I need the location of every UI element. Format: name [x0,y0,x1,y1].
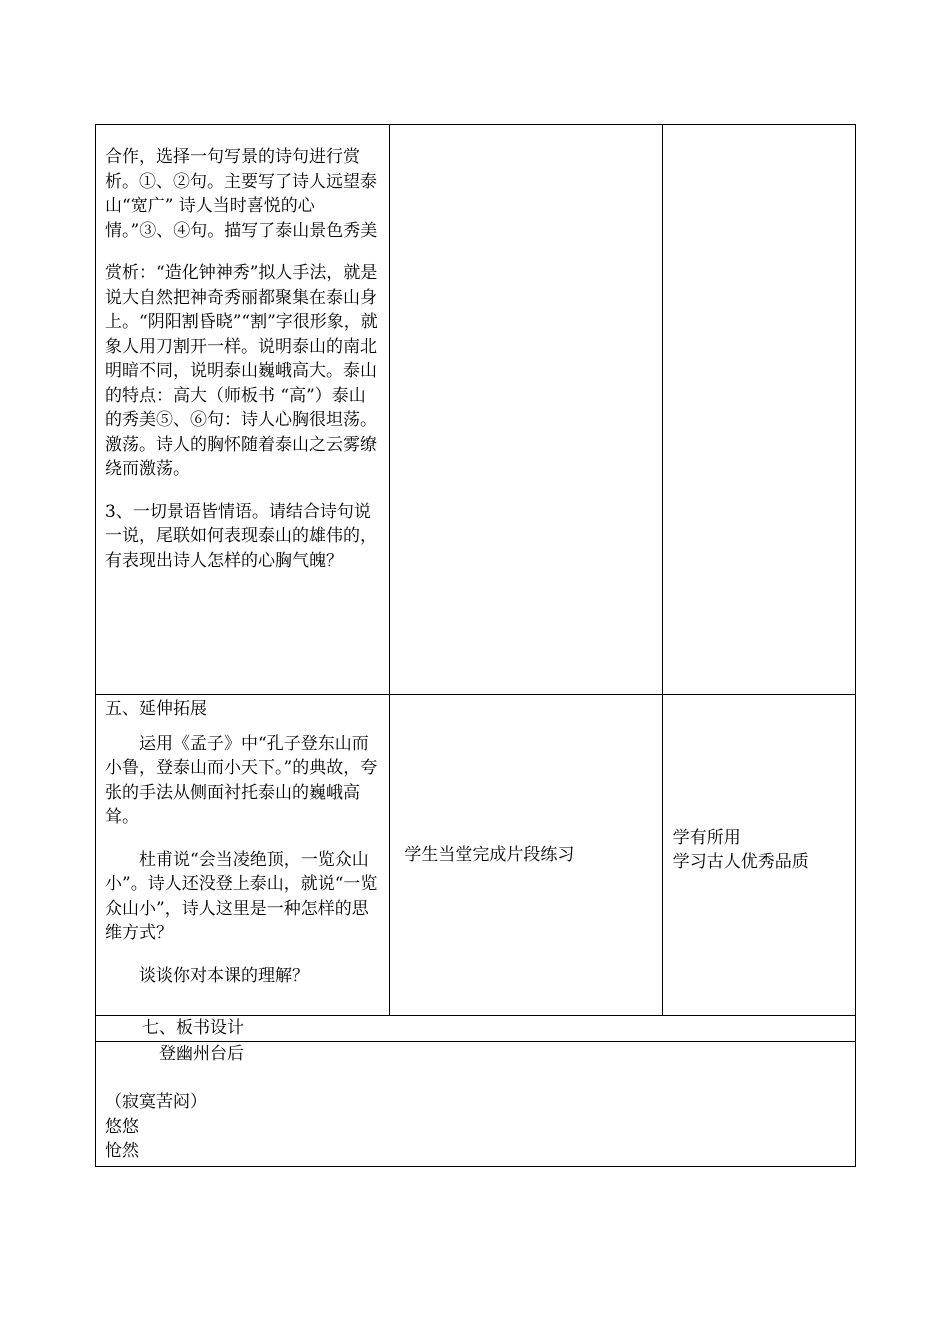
board-line: 怆然 [105,1141,139,1161]
table-row [96,695,856,1016]
board-design-heading-cell [96,1016,856,1042]
design-intent-line: 学习古人优秀品质 [672,852,809,872]
board-design-cell [96,1041,856,1166]
thinking-paragraph: 杜甫说“会当凌绝顶，一览众山小”。诗人还没登上泰山，就说“一览众山小”，诗人这里是一种怎样的思维方式？ [105,849,378,943]
student-activity-cell [390,125,662,695]
design-intent-cell [662,695,855,1016]
board-design-heading: 七、板书设计 [142,1018,244,1038]
appreciation-paragraph: 赏析：“造化钟神秀”拟人手法，就是说大自然把神奇秀丽都聚集在泰山身上。“阴阳割昏晓”“割”字很形象，就象人用刀割开一样。说明泰山的南北明暗不同，说明泰山巍峨高大。泰山的特点：高大（师板书 “高”）泰山的秀美⑤、⑥句：诗人心胸很坦荡。激荡。诗人的胸怀随着泰山之云雾缭绕而激荡。 [105,263,378,479]
board-title: 登幽州台后 [159,1043,244,1064]
board-line: 悠悠 [105,1116,139,1137]
question-paragraph: 3、一切景语皆情语。请结合诗句说一说，尾联如何表现泰山的雄伟的，有表现出诗人怎样的心胸气魄？ [105,501,377,571]
student-activity-cell [390,695,662,1016]
reflection-paragraph: 谈谈你对本课的理解？ [139,965,309,986]
table-row [96,1041,856,1166]
board-line: （寂寞苦闷） [105,1092,207,1112]
section-heading: 五、延伸拓展 [105,699,207,719]
teaching-content-cell [96,695,390,1016]
design-intent-cell [662,125,855,695]
student-activity-text: 学生当堂完成片段练习 [404,844,575,865]
table-row [96,1016,856,1042]
table-row [96,125,856,695]
teaching-content-cell [96,125,390,695]
extension-paragraph: 运用《孟子》中“孔子登东山而小鲁，登泰山而小天下。”的典故，夸张的手法从侧面衬托泰山的巍峨高耸。 [105,733,378,827]
analysis-paragraph: 合作，选择一句写景的诗句进行赏析。①、②句。主要写了诗人远望泰山“宽广” 诗人当时喜悦的心情。”③、④句。描写了泰山景色秀美 [105,147,378,241]
design-intent-line: 学有所用 [672,827,741,848]
lesson-plan-table [95,124,856,1167]
